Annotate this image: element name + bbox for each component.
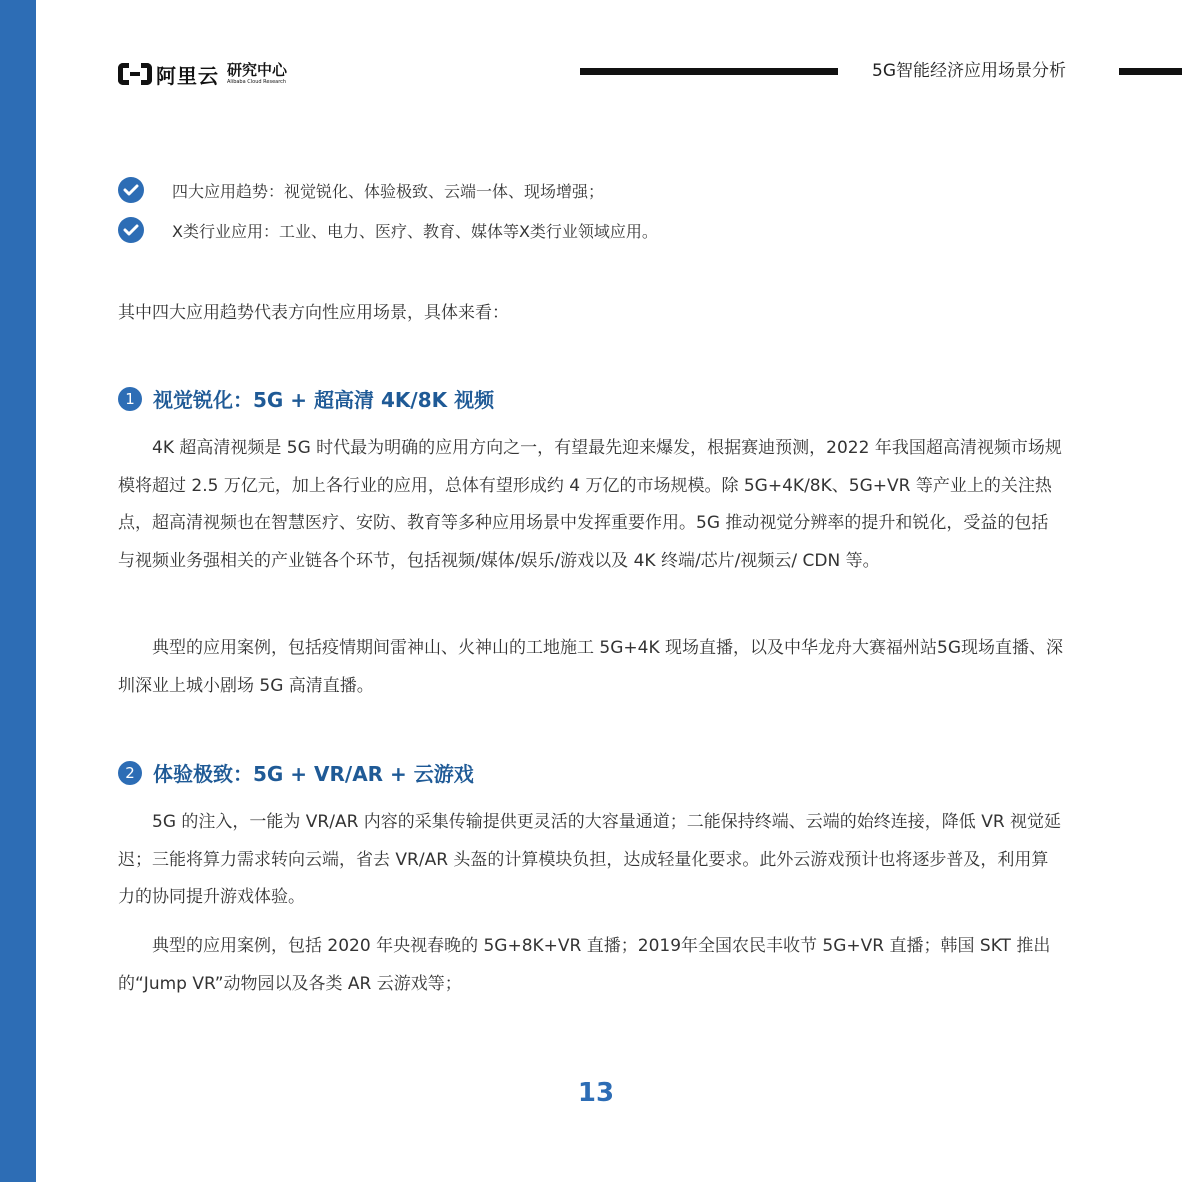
section-2-paragraph-2: 典型的应用案例，包括 2020 年央视春晚的 5G+8K+VR 直播；2019年全国农民丰收节 5G+VR 直播；韩国 SKT 推出的“Jump VR”动物园以及各类 AR 云游戏等； [118, 936, 1051, 994]
bullet-text: X类行业应用：工业、电力、医疗、教育、媒体等X类行业领域应用。 [172, 221, 658, 241]
section-heading-2 [118, 758, 474, 787]
section-1-paragraph-1: 4K 超高清视频是 5G 时代最为明确的应用方向之一，有望最先迎来爆发，根据赛迪预测，2022 年我国超高清视频市场规模将超过 2.5 万亿元，加上各行业的应用，总体有望形成约 4 万亿的市场规模。除 5G+4K/8K、5G+VR 等产业上的关注热点，超高清视频也在智慧医疗、安防、教育等多种应用场景中发挥重要作用。5G 推动视觉分辨率的提升和锐化，受益的包括与视频业务强相关的产业链各个环节，包括视频/媒体/娱乐/游戏以及 4K 终端/芯片/视频云/ CDN 等。 [118, 438, 1062, 571]
intro-paragraph: 其中四大应用趋势代表方向性应用场景，具体来看： [118, 303, 509, 323]
section-title: 体验极致：5G + VR/AR + 云游戏 [153, 762, 474, 786]
section-number-badge: 1 [118, 387, 142, 411]
bullet-item [118, 177, 604, 203]
left-accent-bar [0, 0, 36, 1182]
logo-subtitle-cn: 研究中心 [227, 61, 288, 79]
bullet-item [118, 217, 658, 243]
bullet-text: 四大应用趋势：视觉锐化、体验极致、云端一体、现场增强； [172, 181, 605, 201]
logo-subtitle-en: Alibaba Cloud Research [227, 79, 287, 85]
section-1-paragraph-2: 典型的应用案例，包括疫情期间雷神山、火神山的工地施工 5G+4K 现场直播，以及中华龙舟大赛福州站5G现场直播、深圳深业上城小剧场 5G 高清直播。 [118, 638, 1063, 696]
document-title: 5G智能经济应用场景分析 [872, 61, 1066, 81]
logo-name: 阿里云 [156, 63, 219, 88]
page-number: 13 [577, 1078, 615, 1108]
header-rule-left [580, 68, 838, 75]
aliyun-logo-icon [118, 63, 152, 85]
aliyun-logo [118, 58, 287, 90]
check-circle-icon [118, 177, 144, 203]
header-rule-right [1119, 68, 1182, 75]
section-2-paragraph-1: 5G 的注入，一能为 VR/AR 内容的采集传输提供更灵活的大容量通道；二能保持终端、云端的始终连接，降低 VR 视觉延迟；三能将算力需求转向云端，省去 VR/AR 头盔的计算模块负担，达成轻量化要求。此外云游戏预计也将逐步普及，利用算力的协同提升游戏体验。 [118, 812, 1062, 907]
check-circle-icon [118, 217, 144, 243]
logo-subtitle [227, 63, 287, 85]
section-number-badge: 2 [118, 761, 142, 785]
section-title: 视觉锐化：5G + 超高清 4K/8K 视频 [153, 388, 495, 412]
section-heading-1 [118, 384, 494, 413]
